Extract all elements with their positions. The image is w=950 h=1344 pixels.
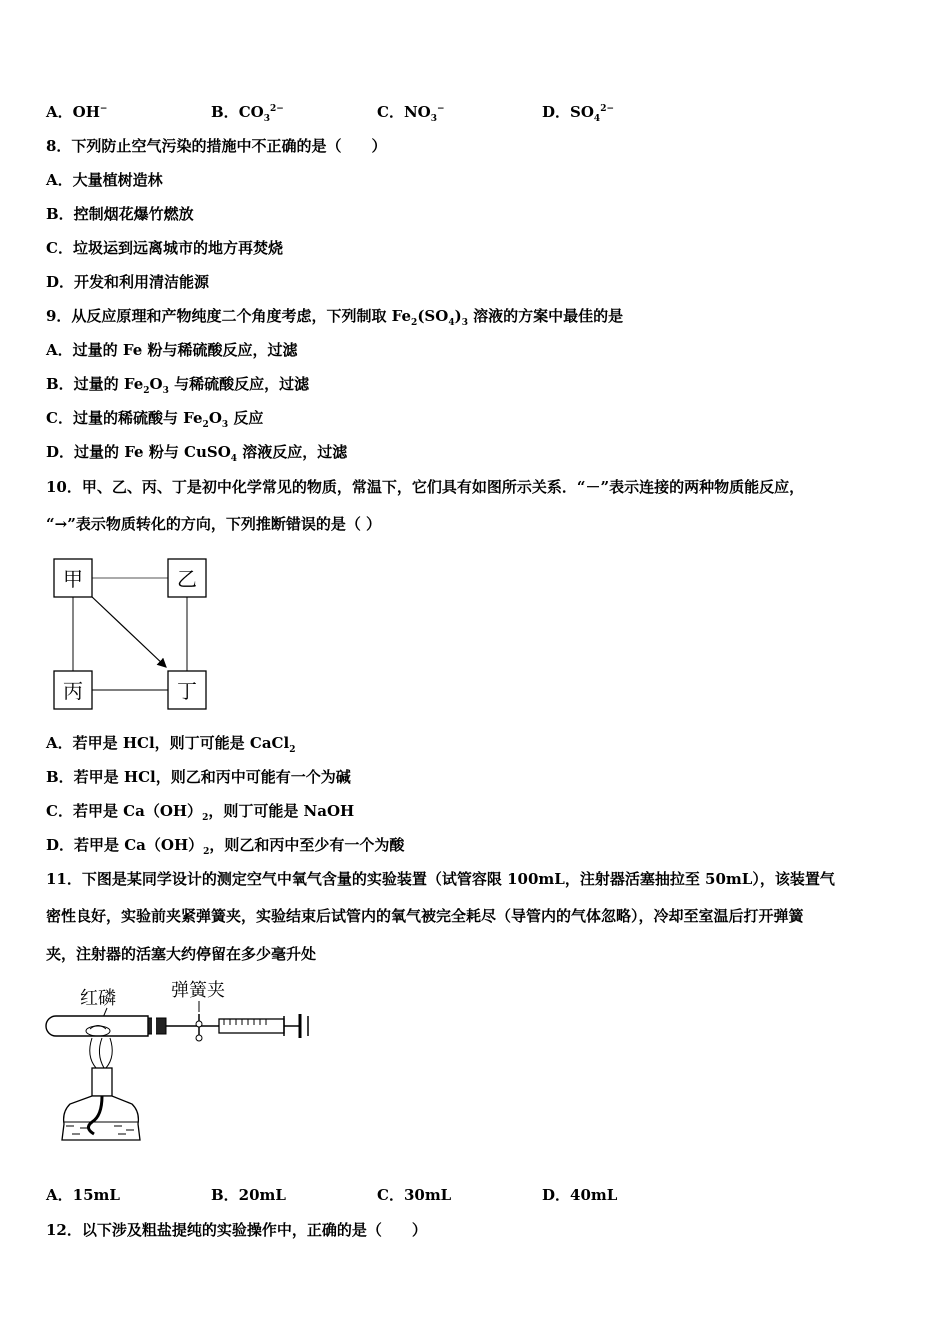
rubber-stopper bbox=[148, 1018, 166, 1034]
label-ding: 丁 bbox=[177, 679, 197, 703]
label-red-phosphorus: 红磷 bbox=[80, 988, 116, 1009]
q8-option-d: D．开发和利用清洁能源 bbox=[46, 273, 210, 291]
syringe-barrel bbox=[219, 1019, 284, 1033]
q9-stem: 9．从反应原理和产物纯度二个角度考虑，下列制取 $Fe_2(SO_4)_3$ 溶液的方案中最佳的是 bbox=[46, 307, 624, 328]
q11-option-c: C．30mL bbox=[377, 1186, 452, 1204]
q10-relation-diagram bbox=[50, 556, 212, 714]
q10-option-d: D．若甲是 $Ca(OH)_2$，则乙和丙中至少有一个为酸 bbox=[46, 836, 405, 857]
q9-option-a: A．过量的 Fe 粉与稀硫酸反应，过滤 bbox=[46, 341, 298, 359]
q9-option-c: C．过量的稀硫酸与 $Fe_2O_3$ 反应 bbox=[46, 409, 264, 430]
q7-option-b: B．$CO_3^{2-}$ bbox=[211, 103, 284, 124]
q11-options bbox=[46, 1185, 906, 1205]
q8-option-c: C．垃圾运到远离城市的地方再焚烧 bbox=[46, 239, 283, 257]
q11-stem-line2: 密性良好，实验前夹紧弹簧夹，实验结束后试管内的氧气被完全耗尽（导管内的气体忽略），冷却至室温后打开弹簧 bbox=[46, 907, 804, 925]
label-yi: 乙 bbox=[177, 567, 197, 591]
q10-option-b: B．若甲是 HCl，则乙和丙中可能有一个为碱 bbox=[46, 768, 351, 786]
q9-option-d: D．过量的 Fe 粉与 CuSO$_4$ 溶液反应，过滤 bbox=[46, 443, 348, 464]
q10-option-a: A．若甲是 HCl，则丁可能是 CaCl$_2$ bbox=[46, 734, 296, 755]
q8-option-a: A．大量植树造林 bbox=[46, 171, 163, 189]
q11-stem-line1: 11．下图是某同学设计的测定空气中氧气含量的实验装置（试管容限 100mL，注射器活塞抽拉至 50mL），该装置气 bbox=[46, 870, 835, 888]
q7-option-d: D．$SO_4^{2-}$ bbox=[542, 103, 614, 124]
label-jia: 甲 bbox=[63, 567, 83, 591]
label-bing: 丙 bbox=[63, 679, 83, 703]
q11-apparatus-diagram bbox=[44, 976, 324, 1156]
label-spring-clamp: 弹簧夹 bbox=[171, 980, 225, 1001]
q12-stem: 12．以下涉及粗盐提纯的实验操作中，正确的是（ ） bbox=[46, 1221, 427, 1239]
q10-stem-line2: “→”表示物质转化的方向，下列推断错误的是（ ） bbox=[46, 515, 382, 533]
q10-stem-line1: 10．甲、乙、丙、丁是初中化学常见的物质，常温下，它们具有如图所示关系．“－”表示连接的两种物质能反应， bbox=[46, 478, 805, 496]
arrow-jia-to-ding bbox=[90, 595, 166, 667]
q11-stem-line3: 夹，注射器的活塞大约停留在多少毫升处 bbox=[46, 945, 317, 963]
q9-option-b: B．过量的 $Fe_2O_3$ 与稀硫酸反应，过滤 bbox=[46, 375, 310, 396]
q11-option-a: A．15mL bbox=[46, 1186, 120, 1204]
q11-option-b: B．20mL bbox=[211, 1186, 286, 1204]
q8-option-b: B．控制烟花爆竹燃放 bbox=[46, 205, 194, 223]
lamp-neck bbox=[92, 1068, 112, 1096]
q10-option-c: C．若甲是 $Ca(OH)_2$，则丁可能是 NaOH bbox=[46, 802, 355, 823]
q7-options bbox=[46, 102, 906, 122]
q7-option-a: A．OH− bbox=[46, 103, 108, 121]
q8-stem: 8．下列防止空气污染的措施中不正确的是（ ） bbox=[46, 137, 387, 155]
q11-option-d: D．40mL bbox=[542, 1186, 618, 1204]
q7-option-c: C．$NO_3^-$ bbox=[377, 103, 445, 124]
flame bbox=[90, 1038, 113, 1068]
